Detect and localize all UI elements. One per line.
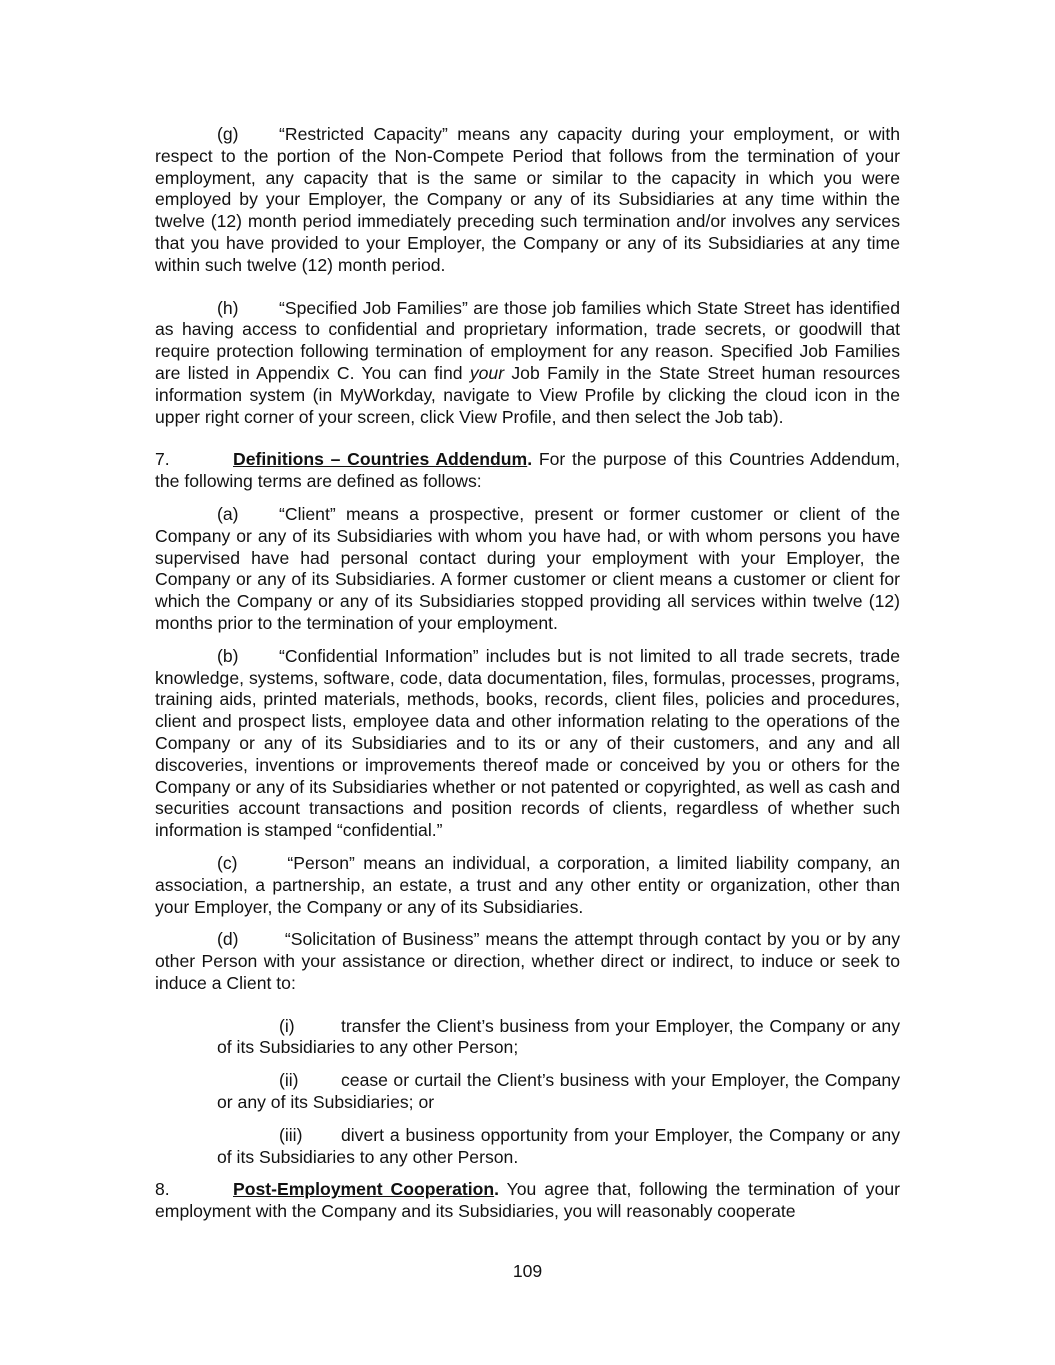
- paragraph-text: “Confidential Information” includes but is not limited to all trade secrets, trade knowledge, systems, software, code, data documentation, files, formulas, processes, programs, training aids, printed materials, methods, books, records, client files, policies and procedures, client and prospect lists, employee data and other information relating to the operations of the Company or any of its Subsidiaries and to its or any of their customers, and any and all discoveries, inventions or improvements thereof made or conceived by you or others for the Company or any of its Subsidiaries whether or not patented or copyrighted, as well as cash and securities account transactions and position records of clients, regardless of whether such information is stamped “confidential.”: [155, 645, 900, 841]
- paragraph-c: [155, 853, 900, 918]
- paragraph-text: “Specified Job Families” are those job families which State Street has identified as having access to confidential and proprietary information, trade secrets, or goodwill that require protection following termination of employment for any reason. Specified Job Families are listed in Appendix C. You can find: [155, 297, 900, 383]
- subparagraph-ii: [155, 1070, 900, 1114]
- section-heading: Post-Employment Cooperation: [233, 1179, 495, 1200]
- section-7: [155, 449, 900, 493]
- subparagraph-label: (i): [279, 1015, 295, 1036]
- subparagraph-label: (iii): [279, 1124, 303, 1145]
- section-number: 8.: [155, 1179, 170, 1200]
- subparagraph-text: transfer the Client’s business from your Employer, the Company or any of its Subsidiaries to any other Person;: [217, 1015, 900, 1058]
- section-heading: Definitions – Countries Addendum: [233, 449, 528, 470]
- section-8: [155, 1179, 900, 1223]
- emphasis-text: your: [469, 362, 505, 383]
- paragraph-text-continued: Job Family in the State Street human resources information system (in MyWorkday, navigate to View Profile by clicking the cloud icon in the upper right corner of your screen, click View Profile, and then select the Job tab).: [155, 362, 900, 427]
- paragraph-d: [155, 929, 900, 994]
- subparagraph-i: [155, 1016, 900, 1060]
- paragraph-label: (d): [217, 929, 239, 950]
- subparagraph-label: (ii): [279, 1070, 299, 1091]
- document-body: [155, 124, 900, 1223]
- paragraph-g: [155, 124, 900, 277]
- paragraph-text: “Solicitation of Business” means the attempt through contact by you or by any other Person with your assistance or direction, whether direct or indirect, to induce or seek to induce a Client to:: [155, 929, 900, 993]
- paragraph-label: (b): [217, 645, 239, 666]
- paragraph-label: (c): [217, 852, 238, 873]
- paragraph-label: (a): [217, 503, 239, 524]
- subparagraph-text: divert a business opportunity from your Employer, the Company or any of its Subsidiaries to any other Person.: [217, 1124, 900, 1167]
- paragraph-label: (g): [217, 124, 239, 144]
- subparagraph-iii: [155, 1125, 900, 1169]
- paragraph-b: [155, 646, 900, 842]
- heading-period: .: [494, 1179, 500, 1200]
- heading-period: .: [527, 449, 533, 470]
- paragraph-label: (h): [217, 297, 239, 318]
- paragraph-h: [155, 298, 900, 429]
- paragraph-a: [155, 504, 900, 635]
- paragraph-text: “Person” means an individual, a corporation, a limited liability company, an association, a partnership, an estate, a trust and any other entity or organization, other than your Employer, the Company or any of its Subsidiaries.: [155, 852, 900, 917]
- page-number: 109: [512, 1261, 543, 1281]
- section-text: You agree that, following the termination of your employment with the Company and its Subsidiaries, you will reasonably cooperate: [155, 1179, 901, 1222]
- paragraph-text: “Restricted Capacity” means any capacity during your employment, or with respect to the portion of the Non-Compete Period that follows from the termination of your employment, any capacity that is the same or similar to the capacity in which you were employed by your Employer, the Company or any of its Subsidiaries at any time within the twelve (12) month period immediately preceding such termination and/or involves any services that you have provided to your Employer, the Company or any of its Subsidiaries at any time within such twelve (12) month period.: [155, 124, 900, 275]
- section-text: For the purpose of this Countries Addendum, the following terms are defined as follows:: [155, 449, 900, 492]
- paragraph-text: “Client” means a prospective, present or former customer or client of the Company or any of its Subsidiaries with whom you have had, or with whom persons you have supervised have had personal contact during your employment with your Employer, the Company or any of its Subsidiaries. A former customer or client means a customer or client for which the Company or any of its Subsidiaries stopped providing all services within twelve (12) months prior to the termination of your employment.: [155, 503, 900, 633]
- subparagraph-text: cease or curtail the Client’s business with your Employer, the Company or any of its Subsidiaries; or: [217, 1070, 900, 1113]
- section-number: 7.: [155, 449, 170, 470]
